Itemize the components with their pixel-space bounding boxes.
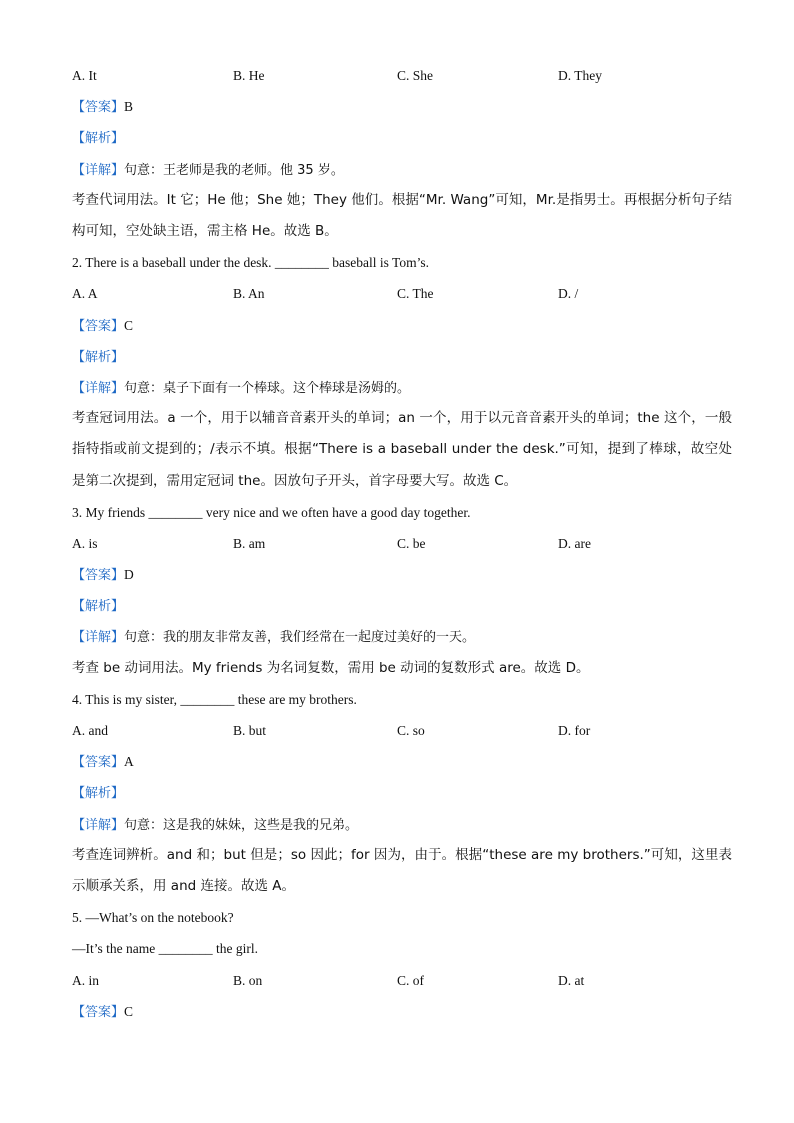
q1-options [72, 60, 732, 91]
q1-analysis-label: 【解析】 [72, 131, 125, 147]
q2-options [72, 278, 732, 309]
q3-options [72, 528, 732, 559]
q4-option-d[interactable]: D. for [558, 723, 591, 739]
q2-option-c[interactable]: C. The [397, 286, 434, 302]
q4-detail-label: 【详解】 [72, 817, 125, 833]
q3-detail-text: 句意：我的朋友非常友善，我们经常在一起度过美好的一天。 [124, 630, 476, 646]
q5-stem-line-2: —It’s the name ________ the girl. [72, 941, 258, 957]
q3-option-a[interactable]: A. is [72, 535, 98, 551]
q3-detail [72, 621, 732, 652]
q3-explanation: 考查 be 动词用法。My friends 为名词复数，需用 be 动词的复数形式 are。故选 D。 [72, 659, 590, 676]
q5-options [72, 965, 732, 996]
q4-option-a[interactable]: A. and [72, 723, 108, 739]
q1-analysis [72, 122, 732, 153]
q2-detail-label: 【详解】 [72, 380, 125, 396]
q2-option-a[interactable]: A. A [72, 286, 98, 302]
q1-detail-text: 句意：王老师是我的老师。他 35 岁。 [124, 162, 344, 178]
q1-option-c[interactable]: C. She [397, 68, 434, 83]
q4-option-b[interactable]: B. but [233, 723, 267, 739]
q3-analysis-label: 【解析】 [72, 599, 125, 615]
q1-answer-label: 【答案】 [72, 100, 125, 116]
q4-stem: 4. This is my sister, ________ these are my brothers. [72, 691, 357, 707]
q2-detail-text: 句意：桌子下面有一个棒球。这个棒球是汤姆的。 [124, 380, 411, 396]
q5-option-b[interactable]: B. on [233, 972, 263, 988]
document-page [72, 60, 732, 1027]
q3-detail-label: 【详解】 [72, 630, 125, 646]
q5-stem-line-1: 5. —What’s on the notebook? [72, 910, 234, 926]
q1-answer [72, 91, 732, 122]
q5-answer-value: C [124, 1003, 134, 1019]
q3-analysis [72, 590, 732, 621]
q3-option-d[interactable]: D. are [558, 535, 591, 551]
q3-option-b[interactable]: B. am [233, 535, 266, 551]
q4-detail [72, 809, 732, 840]
q2-option-b[interactable]: B. An [233, 286, 265, 302]
q4-answer [72, 746, 732, 777]
q5-answer [72, 996, 732, 1027]
q4-analysis [72, 777, 732, 808]
q5-answer-label: 【答案】 [72, 1004, 125, 1020]
q1-option-a[interactable]: A. It [72, 68, 97, 83]
q2-answer [72, 310, 732, 341]
q2-answer-label: 【答案】 [72, 318, 125, 334]
q3-answer-label: 【答案】 [72, 568, 125, 584]
q3-answer-value: D [124, 567, 134, 583]
q2-answer-value: C [124, 317, 134, 333]
q2-analysis-label: 【解析】 [72, 349, 125, 365]
q2-explanation: 考查冠词用法。a 一个，用于以辅音音素开头的单词；an 一个，用于以元音音素开头的单词；the 这个，一般指特指或前文提到的；/表示不填。根据“There is a baseball under the desk.”可知，提到了棒球，故空处是第二次提到，需用定冠词 the。因放句子开头，首字母要大写。故选 C。 [72, 410, 732, 489]
q4-answer-label: 【答案】 [72, 755, 125, 771]
q3-answer [72, 559, 732, 590]
q4-answer-value: A [124, 754, 134, 770]
q4-explanation: 考查连词辨析。and 和；but 但是；so 因此；for 因为，由于。根据“these are my brothers.”可知，这里表示顺承关系，用 and 连接。故选 A。 [72, 846, 732, 894]
q1-option-b[interactable]: B. He [233, 68, 265, 83]
q1-detail-label: 【详解】 [72, 162, 125, 178]
q4-options [72, 715, 732, 746]
q5-option-c[interactable]: C. of [397, 972, 424, 988]
q1-answer-value: B [124, 99, 134, 115]
q4-detail-text: 句意：这是我的妹妹，这些是我的兄弟。 [124, 817, 359, 833]
q1-option-d[interactable]: D. They [558, 68, 602, 83]
q1-explanation: 考查代词用法。It 它；He 他；She 她；They 他们。根据“Mr. Wang”可知，Mr.是指男士。再根据分析句子结构可知，空处缺主语，需主格 He。故选 B。 [72, 191, 732, 239]
q4-option-c[interactable]: C. so [397, 723, 425, 739]
q4-analysis-label: 【解析】 [72, 786, 125, 802]
q2-stem: 2. There is a baseball under the desk. ________ baseball is Tom’s. [72, 255, 429, 271]
q3-stem: 3. My friends ________ very nice and we often have a good day together. [72, 504, 471, 520]
q1-detail [72, 154, 732, 185]
q2-detail [72, 372, 732, 403]
q5-option-a[interactable]: A. in [72, 972, 99, 988]
q5-option-d[interactable]: D. at [558, 972, 585, 988]
q2-analysis [72, 341, 732, 372]
q3-option-c[interactable]: C. be [397, 535, 426, 551]
q2-option-d[interactable]: D. / [558, 286, 579, 302]
